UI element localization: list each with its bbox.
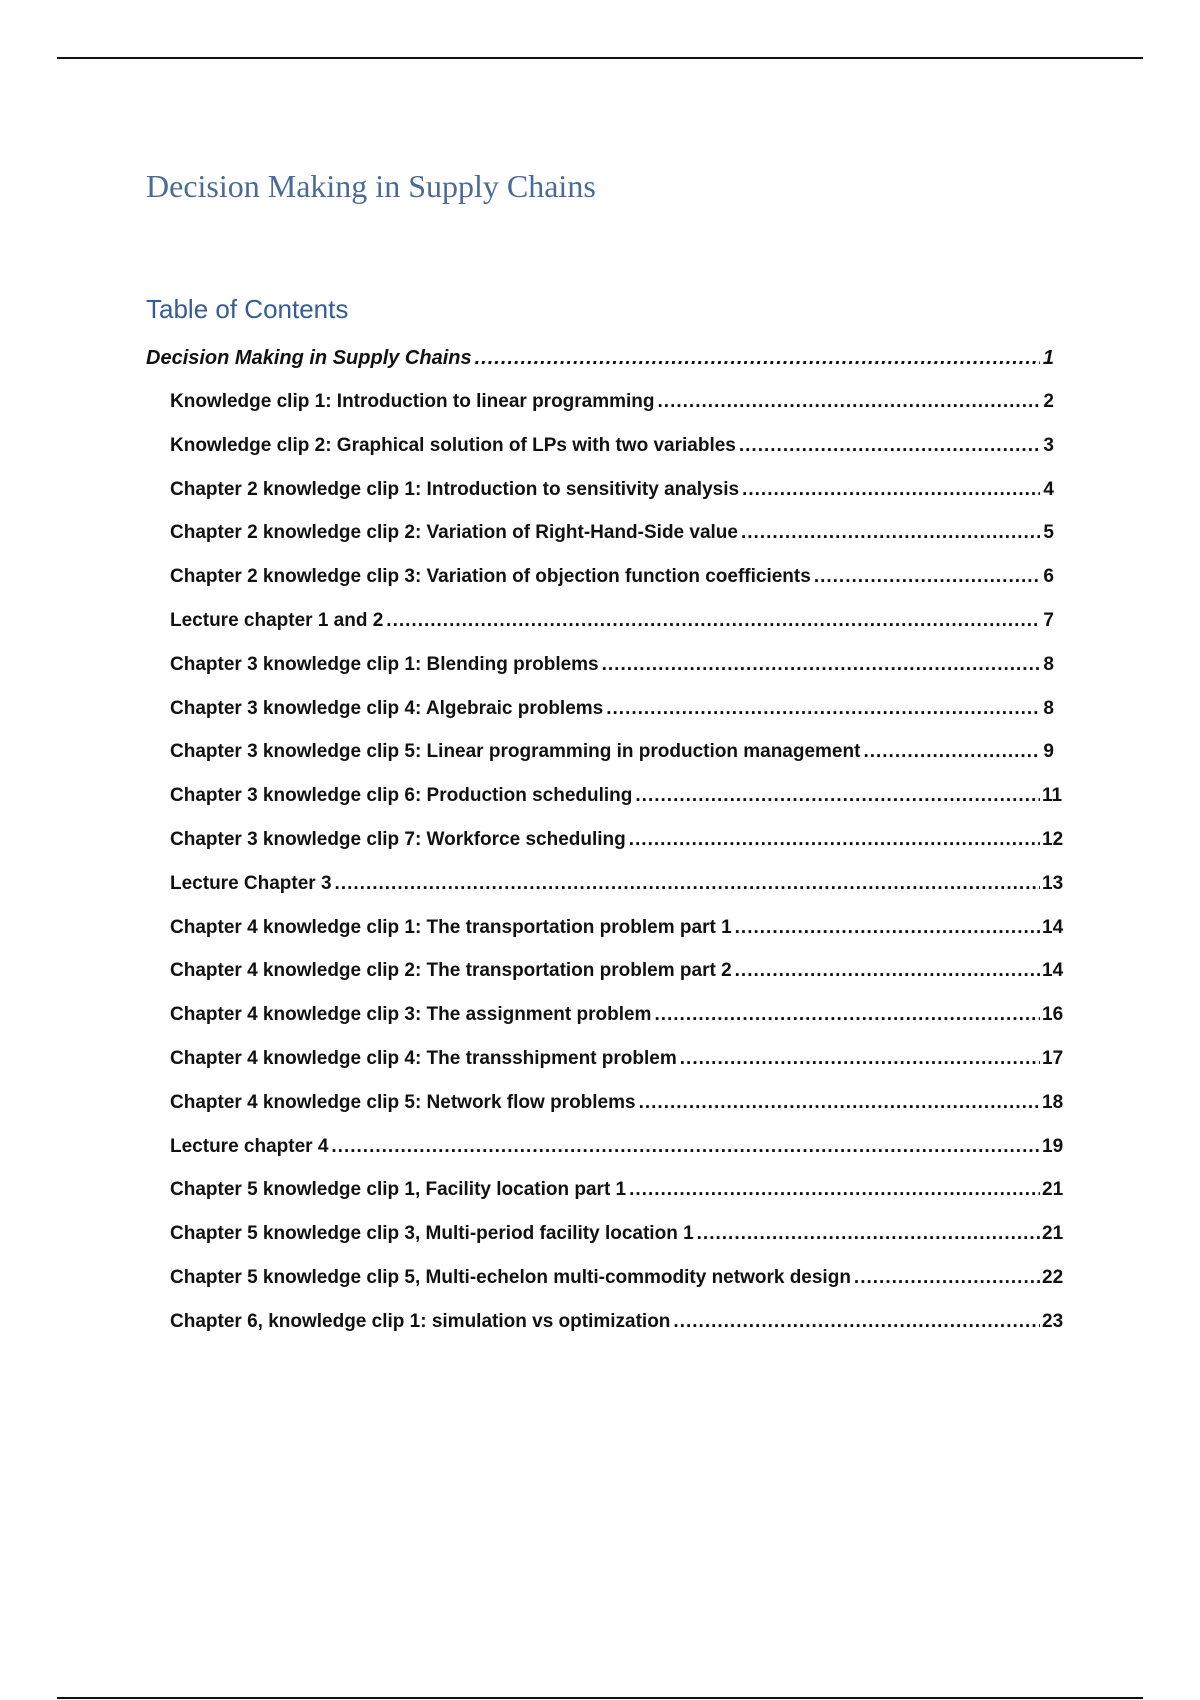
toc-entry-title: Knowledge clip 2: Graphical solution of LPs with two variables <box>170 434 736 456</box>
toc-entry-title: Chapter 4 knowledge clip 5: Network flow problems <box>170 1091 636 1113</box>
toc-entry-title: Chapter 4 knowledge clip 3: The assignment problem <box>170 1004 652 1026</box>
document-title: Decision Making in Supply Chains <box>146 168 596 204</box>
toc-dot-leader <box>854 1267 1040 1289</box>
toc-entry[interactable] <box>146 347 1054 391</box>
toc-page-number: 16 <box>1042 1004 1064 1026</box>
toc-page-number: 2 <box>1043 391 1054 412</box>
toc-dot-leader <box>680 1048 1040 1070</box>
toc-entry[interactable] <box>170 960 1064 1004</box>
toc-dot-leader <box>475 347 1040 370</box>
toc-page-number: 8 <box>1043 653 1054 675</box>
toc-entry[interactable] <box>170 522 1054 566</box>
toc-entry-title: Lecture Chapter 3 <box>170 872 332 894</box>
toc-entry[interactable] <box>170 872 1064 917</box>
toc-entry-title: Chapter 2 knowledge clip 3: Variation of objection function coefficients <box>170 566 811 588</box>
toc-entry[interactable] <box>170 698 1054 742</box>
toc-entry-title: Chapter 3 knowledge clip 7: Workforce scheduling <box>170 828 626 850</box>
toc-dot-leader <box>639 1092 1040 1114</box>
toc-page-number: 3 <box>1043 434 1054 456</box>
toc-dot-leader <box>863 741 1040 763</box>
toc-entry-title: Chapter 3 knowledge clip 4: Algebraic problems <box>170 697 604 719</box>
toc-entry[interactable] <box>170 1004 1064 1048</box>
toc-page-number: 19 <box>1042 1135 1064 1157</box>
toc-dot-leader <box>735 917 1040 939</box>
toc-entry[interactable] <box>170 1135 1064 1180</box>
toc-page-number: 18 <box>1042 1091 1064 1113</box>
toc-dot-leader <box>658 391 1040 413</box>
toc-dot-leader <box>386 610 1040 632</box>
toc-entry[interactable] <box>170 654 1054 698</box>
toc-entry-title: Chapter 6, knowledge clip 1: simulation vs optimization <box>170 1310 671 1332</box>
toc-page-number: 23 <box>1042 1310 1064 1332</box>
toc-page-number: 9 <box>1043 741 1054 763</box>
toc-entry[interactable] <box>170 1266 1064 1311</box>
toc-page-number: 21 <box>1042 1179 1064 1201</box>
toc-entry[interactable] <box>170 1179 1064 1223</box>
toc-dot-leader <box>814 566 1040 588</box>
toc-dot-leader <box>331 1136 1040 1158</box>
toc-entry-title: Chapter 4 knowledge clip 1: The transportation problem part 1 <box>170 916 732 938</box>
toc-page-number: 1 <box>1042 347 1054 369</box>
toc-entry-title: Chapter 3 knowledge clip 5: Linear programming in production management <box>170 741 861 763</box>
bottom-rule <box>57 1697 1143 1699</box>
toc-dot-leader <box>654 1004 1040 1026</box>
toc-dot-leader <box>629 829 1040 851</box>
toc-entry-title: Chapter 5 knowledge clip 1, Facility location part 1 <box>170 1179 627 1201</box>
toc-entry[interactable] <box>170 1310 1064 1355</box>
toc-page-number: 5 <box>1043 522 1054 544</box>
toc-entry-title: Chapter 4 knowledge clip 2: The transportation problem part 2 <box>170 960 732 982</box>
toc-entry[interactable] <box>170 1091 1064 1136</box>
toc-dot-leader <box>673 1311 1040 1333</box>
toc-entry-title: Chapter 5 knowledge clip 3, Multi-period facility location 1 <box>170 1223 694 1245</box>
toc-entry-title: Chapter 3 knowledge clip 6: Production scheduling <box>170 785 633 807</box>
toc-entry-title: Chapter 3 knowledge clip 1: Blending problems <box>170 653 599 675</box>
toc-entry[interactable] <box>170 391 1054 435</box>
toc-entry-title: Chapter 5 knowledge clip 5, Multi-echelon multi-commodity network design <box>170 1266 851 1288</box>
toc-entry-title: Knowledge clip 1: Introduction to linear programming <box>170 391 655 412</box>
toc-dot-leader <box>697 1223 1040 1245</box>
toc-entry[interactable] <box>170 479 1054 523</box>
toc-dot-leader <box>629 1179 1040 1201</box>
toc-dot-leader <box>739 435 1040 457</box>
toc-entry[interactable] <box>170 435 1054 479</box>
toc-entry[interactable] <box>170 785 1063 829</box>
toc-entry-title: Chapter 2 knowledge clip 2: Variation of Right-Hand-Side value <box>170 522 738 544</box>
top-rule <box>57 57 1143 59</box>
toc-dot-leader <box>742 479 1040 501</box>
table-of-contents <box>146 347 1064 1355</box>
toc-entry[interactable] <box>170 1223 1064 1267</box>
toc-page-number: 14 <box>1042 916 1064 938</box>
toc-page-number: 6 <box>1043 566 1054 588</box>
toc-entry[interactable] <box>170 916 1064 961</box>
toc-entry[interactable] <box>170 828 1064 873</box>
toc-page-number: 17 <box>1042 1047 1064 1069</box>
toc-dot-leader <box>335 873 1040 895</box>
toc-heading: Table of Contents <box>146 294 349 324</box>
toc-dot-leader <box>635 785 1040 807</box>
toc-entry-title: Decision Making in Supply Chains <box>146 347 472 369</box>
toc-entry-title: Lecture chapter 1 and 2 <box>170 609 384 631</box>
toc-page-number: 4 <box>1043 478 1054 500</box>
toc-page-number: 13 <box>1042 872 1064 894</box>
toc-page-number: 7 <box>1043 609 1054 631</box>
toc-page-number: 8 <box>1043 697 1054 719</box>
toc-page-number: 12 <box>1042 828 1064 850</box>
toc-page-number: 21 <box>1042 1223 1064 1245</box>
toc-dot-leader <box>735 960 1040 982</box>
toc-entry[interactable] <box>170 1047 1064 1092</box>
toc-dot-leader <box>741 522 1040 544</box>
toc-dot-leader <box>602 654 1040 676</box>
toc-entry-title: Chapter 4 knowledge clip 4: The transshipment problem <box>170 1047 677 1069</box>
toc-page-number: 14 <box>1042 960 1064 982</box>
toc-entry-title: Chapter 2 knowledge clip 1: Introduction to sensitivity analysis <box>170 478 740 500</box>
toc-page-number: 11 <box>1042 785 1063 807</box>
toc-dot-leader <box>606 698 1040 720</box>
toc-entry-title: Lecture chapter 4 <box>170 1135 329 1157</box>
toc-page-number: 22 <box>1042 1266 1064 1288</box>
toc-entry[interactable] <box>170 566 1054 610</box>
toc-entry[interactable] <box>170 610 1054 654</box>
toc-entry[interactable] <box>170 741 1054 785</box>
